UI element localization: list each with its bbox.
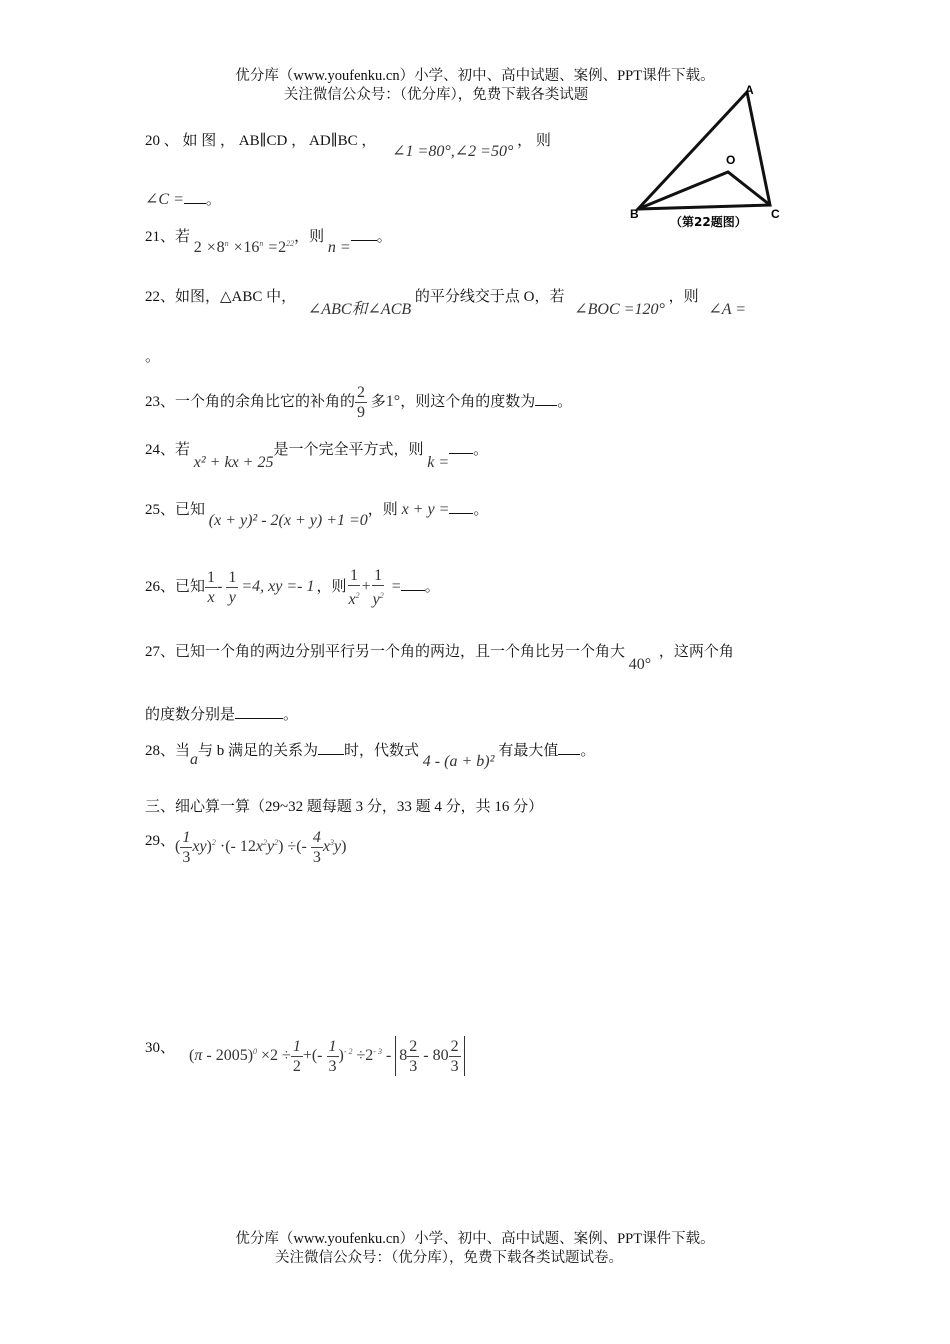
question-28: 28、当a与 b 满足的关系为 时，代数式 4 - (a + b)²有最大值 。 bbox=[145, 743, 596, 770]
question-26: 26、已知 $\frac{1}{x}$ - $\frac{1}{y}$ =4, xy =- 1 ，则 $\frac{1}{x^2}$ + $\frac{1}{y^2}$ = 。 bbox=[145, 567, 440, 608]
question-29: 29、( $\frac{1}{3}$ xy)$^2$ ·(- $12x^2y^2$) ÷(- $\frac{4}{3}$ $x^3y$) bbox=[145, 829, 347, 866]
footer-line-1: 优分库（www.youfenku.cn）小学、初中、高中试题、案例、PPT课件下载。 bbox=[235, 1231, 715, 1247]
header-line-1: 优分库（www.youfenku.cn）小学、初中、高中试题、案例、PPT课件下载。 bbox=[235, 68, 715, 84]
label-c: C bbox=[771, 207, 780, 221]
figure-caption: （第22题图） bbox=[670, 215, 747, 229]
label-b: B bbox=[630, 207, 639, 221]
question-20-answer: ∠C = 。 bbox=[145, 191, 221, 208]
question-27-line-2: 的度数分别是 。 bbox=[145, 707, 299, 723]
fraction-2-9: $\frac{2}{9}$ bbox=[357, 384, 366, 421]
fraction-1-x: $\frac{1}{x}$ bbox=[207, 569, 216, 606]
page-header bbox=[0, 67, 950, 105]
fraction-1-x2: $\frac{1}{x^2}$ bbox=[348, 567, 360, 608]
answer-blank[interactable] bbox=[558, 754, 580, 755]
question-22: 22、如图，△ABC 中， ∠ABC和∠ACB 的平分线交于点 O，若 ∠BOC =120° ，则 ∠A = bbox=[145, 289, 747, 318]
answer-blank[interactable] bbox=[318, 754, 344, 755]
section-3-heading: 三、细心算一算（29~32 题每题 3 分，33 题 4 分，共 16 分） bbox=[145, 799, 544, 815]
q21-expression: $2 \times 8^n \times 16^n =2^{22}$ bbox=[193, 239, 295, 256]
question-30: 30、 (π - 2005)$^0$ ×2 ÷ $\frac{1}{2}$ +(- $\frac{1}{3}$ )$^{- 2} \div 2^{- 3} - 8$ $\frac{2}{3}$ - 80 $\frac{2}{3}$ bbox=[145, 1036, 465, 1076]
absolute-value: 8 $\frac{2}{3}$ - 80 $\frac{2}{3}$ bbox=[395, 1036, 464, 1076]
page-footer bbox=[0, 1230, 950, 1268]
answer-blank[interactable] bbox=[235, 718, 283, 719]
question-25: 25、已知 (x + y)² - 2(x + y) +1 =0，则 x + y = 。 bbox=[145, 501, 489, 529]
question-23: 23、一个角的余角比它的补角的 $\frac{2}{9}$ 多1°，则这个角的度数为 。 bbox=[145, 384, 573, 421]
triangle-figure bbox=[620, 80, 795, 235]
answer-blank[interactable] bbox=[535, 405, 557, 406]
q30-expression: (π - 2005)$^0$ ×2 ÷ $\frac{1}{2}$ +(- $\frac{1}{3}$ )$^{- 2} \div 2^{- 3} - 8$ $\frac{2}{3}$ - 80 $\frac{2}{3}$ bbox=[189, 1047, 465, 1064]
label-o: O bbox=[726, 153, 736, 167]
header-line-2: 关注微信公众号：（优分库），免费下载各类试题 bbox=[283, 87, 589, 103]
question-24: 24、若 x² + kx + 25是一个完全平方式，则 k =。 bbox=[145, 442, 489, 471]
fraction-1-y: $\frac{1}{y}$ bbox=[228, 569, 237, 606]
triangle-outline bbox=[638, 92, 770, 209]
question-27: 27、已知一个角的两边分别平行另一个角的两边，且一个角比另一个角大 40° ，这两个角 bbox=[145, 644, 734, 673]
bisector-lines bbox=[638, 172, 770, 209]
question-22-end: 。 bbox=[145, 349, 161, 365]
footer-line-2: 关注微信公众号：（优分库），免费下载各类试题试卷。 bbox=[275, 1250, 623, 1266]
answer-blank[interactable] bbox=[449, 453, 473, 454]
answer-blank[interactable] bbox=[184, 203, 206, 204]
answer-blank[interactable] bbox=[449, 513, 473, 514]
question-21: 21、若 $2 \times 8^n \times 16^n =2^{22}$，则 n =。 bbox=[145, 229, 392, 256]
label-a: A bbox=[745, 83, 754, 97]
answer-blank[interactable] bbox=[351, 240, 377, 241]
question-20: 20 、 如 图 ， AB∥CD ， AD∥BC ， ∠1 =80°,∠2 =50° ， 则 bbox=[145, 133, 551, 160]
q29-expression: ( $\frac{1}{3}$ xy)$^2$ ·(- $12x^2y^2$) ÷(- $\frac{4}{3}$ $x^3y$) bbox=[175, 829, 347, 866]
fraction-1-y2: $\frac{1}{y^2}$ bbox=[372, 567, 384, 608]
answer-blank[interactable] bbox=[401, 590, 425, 591]
